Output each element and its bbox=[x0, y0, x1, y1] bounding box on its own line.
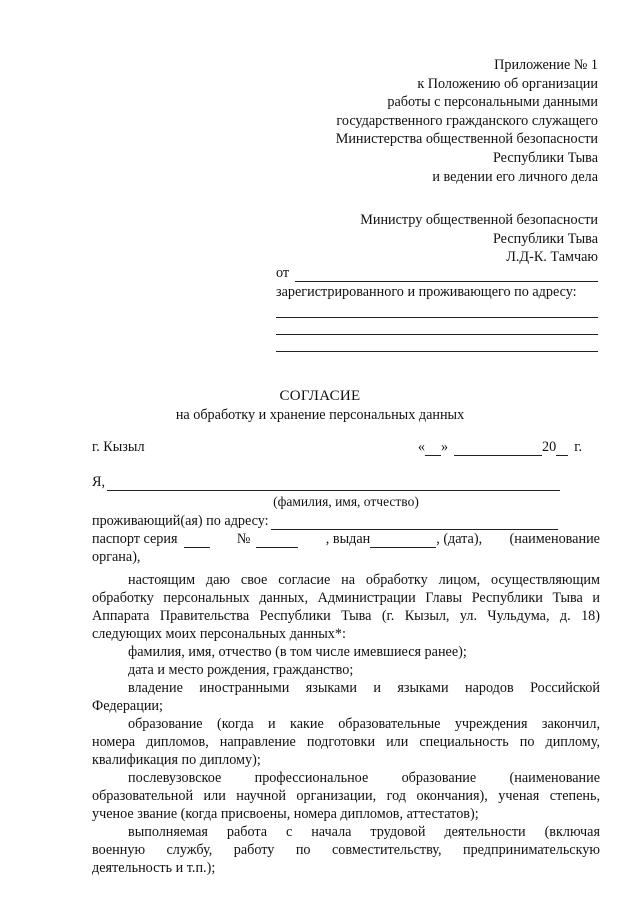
passport-date-label: , (дата), bbox=[436, 531, 483, 547]
passport-number-label: № bbox=[236, 531, 251, 547]
data-item-work-cont: деятельность и т.п.); bbox=[92, 860, 216, 876]
residing-row bbox=[92, 512, 558, 530]
passport-row bbox=[92, 530, 600, 548]
passport-number-blank[interactable] bbox=[256, 533, 298, 548]
data-item-education-cont: номера дипломов, направление подготовки или специальность по диплому, bbox=[92, 734, 600, 750]
passport-series-blank[interactable] bbox=[184, 533, 210, 548]
data-item-education: образование (когда и какие образовательные учреждения закончил, bbox=[128, 716, 600, 732]
passport-issued-blank[interactable] bbox=[370, 533, 436, 548]
appendix-line: работы с персональными данными bbox=[387, 94, 598, 111]
address-blank-line[interactable] bbox=[276, 318, 598, 335]
address-blank-line[interactable] bbox=[276, 301, 598, 318]
data-item-postgraduate-cont: образовательной или научной организации, год окончания), ученая степень, bbox=[92, 788, 600, 804]
data-item-languages-cont: Федерации; bbox=[92, 698, 163, 714]
appendix-line: к Положению об организации bbox=[417, 75, 598, 92]
data-item-fio: фамилия, имя, отчество (в том числе имевшиеся ранее); bbox=[128, 644, 467, 660]
i-label: Я, bbox=[92, 474, 106, 490]
day-blank[interactable] bbox=[425, 441, 441, 456]
addressee-name: Л.Д-К. Тамчаю bbox=[506, 249, 598, 266]
title-subtitle: на обработку и хранение персональных данных bbox=[175, 407, 465, 423]
appendix-line: Приложение № 1 bbox=[494, 57, 598, 73]
fio-row bbox=[92, 473, 560, 491]
data-item-education-cont: квалификация по диплому); bbox=[92, 752, 261, 768]
appendix-line: государственного гражданского служащего bbox=[336, 112, 598, 129]
consent-body bbox=[92, 473, 600, 877]
residing-label: проживающий(ая) по адресу: bbox=[92, 513, 269, 529]
appendix-line: Министерства общественной безопасности bbox=[335, 131, 598, 148]
month-blank[interactable] bbox=[454, 441, 542, 456]
appendix-header bbox=[268, 56, 598, 186]
year-blank[interactable] bbox=[556, 441, 568, 456]
quote-close: » bbox=[440, 439, 449, 455]
appendix-line: Республики Тыва bbox=[492, 149, 598, 166]
consent-text-line: Аппарата Правительства Республики Тыва (г. Кызыл, ул. Чульдума, д. 18) bbox=[92, 608, 600, 624]
passport-issued-label: , выдан bbox=[325, 531, 371, 547]
data-item-languages: владение иностранными языками и языками народов Российской bbox=[128, 680, 600, 696]
fio-blank[interactable] bbox=[107, 476, 560, 491]
document-title bbox=[0, 387, 640, 424]
addressee-block bbox=[268, 211, 598, 267]
sender-name-line bbox=[276, 264, 598, 282]
data-item-postgraduate: послевузовское профессиональное образование (наименование bbox=[128, 770, 600, 786]
city-label: г. Кызыл bbox=[92, 439, 145, 455]
consent-text-line: обработку персональных данных, Администрации Главы Республики Тыва и bbox=[92, 590, 600, 606]
date-field bbox=[418, 438, 582, 456]
place-date-row bbox=[92, 438, 582, 456]
addressee-line: Республики Тыва bbox=[492, 230, 598, 247]
consent-text-line: настоящим даю свое согласие на обработку лицом, осуществляющим bbox=[128, 572, 600, 588]
registered-address-label: зарегистрированного и проживающего по адресу: bbox=[276, 284, 577, 300]
passport-series-label: паспорт серия bbox=[92, 531, 178, 547]
address-blank-line[interactable] bbox=[276, 335, 598, 352]
from-label: от bbox=[276, 265, 290, 281]
passport-authority-cont: органа), bbox=[92, 549, 141, 565]
fio-caption: (фамилия, имя, отчество) bbox=[273, 494, 419, 509]
appendix-line: и ведении его личного дела bbox=[432, 168, 598, 185]
addressee-line: Министру общественной безопасности bbox=[360, 212, 598, 228]
sender-name-blank[interactable] bbox=[295, 267, 598, 282]
data-item-birth: дата и место рождения, гражданство; bbox=[128, 662, 354, 678]
consent-text-line: следующих моих персональных данных*: bbox=[92, 626, 346, 642]
title-main: СОГЛАСИЕ bbox=[279, 388, 361, 404]
year-prefix: 20 bbox=[542, 439, 557, 455]
quote-open: « bbox=[417, 439, 425, 455]
data-item-work-cont: военную службу, работу по совместительству, предпринимательскую bbox=[92, 842, 600, 858]
residing-blank[interactable] bbox=[271, 515, 558, 530]
data-item-work: выполняемая работа с начала трудовой деятельности (включая bbox=[128, 824, 600, 840]
passport-authority-label: (наименование bbox=[509, 531, 600, 547]
sender-block bbox=[276, 264, 598, 352]
data-item-postgraduate-cont: ученое звание (когда присвоены, номера дипломов, аттестатов); bbox=[92, 806, 479, 822]
year-suffix: г. bbox=[574, 439, 582, 455]
